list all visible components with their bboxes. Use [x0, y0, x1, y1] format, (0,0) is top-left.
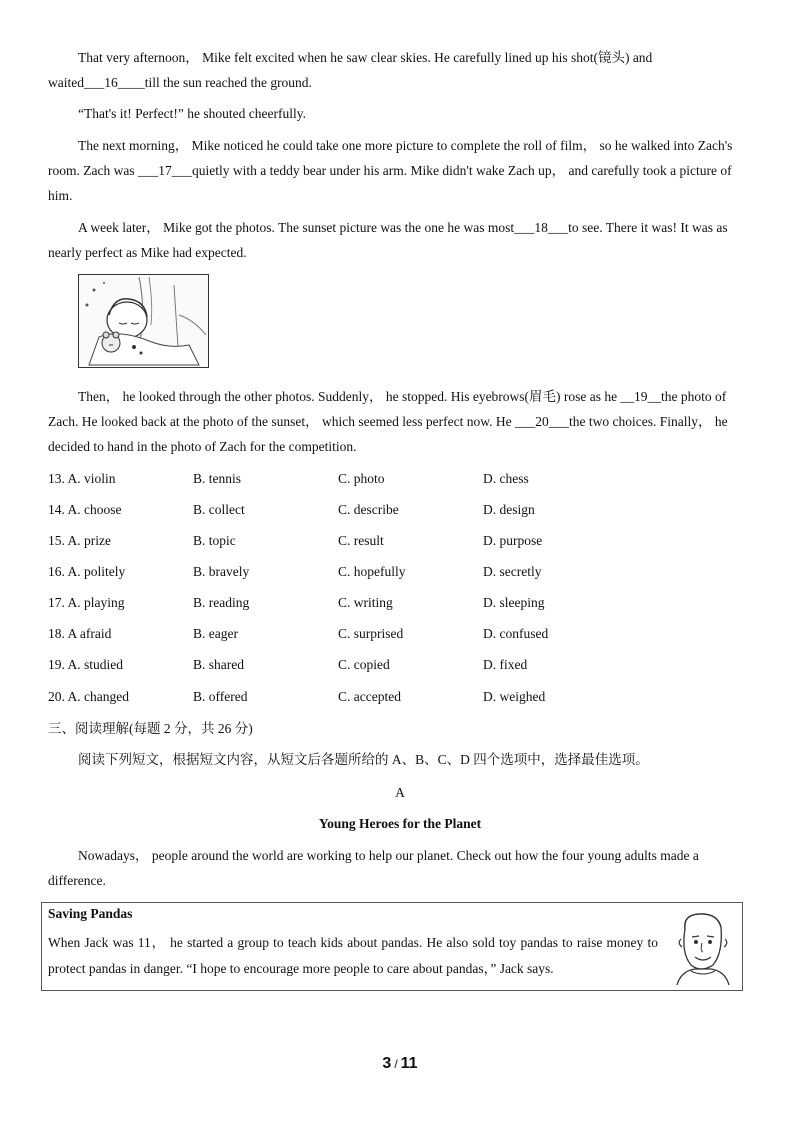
- option-c: C. result: [338, 533, 384, 548]
- sleeping-child-illustration: [78, 274, 209, 368]
- box-title: Saving Pandas: [48, 906, 133, 921]
- option-a: 15. A. prize: [48, 533, 111, 548]
- option-c: C. copied: [338, 657, 390, 672]
- question-row: [48, 653, 753, 677]
- option-a: 19. A. studied: [48, 657, 124, 672]
- passage-paragraph-3: The next morning， Mike noticed he could take one more picture to complete the roll of film， so he walked into Zach's room. Zach was ___17___quietly with a teddy bear under his arm. Mike didn't wake Zach up， and carefully took a picture of him.: [48, 138, 733, 203]
- option-a: 20. A. changed: [48, 689, 129, 704]
- option-b: B. collect: [193, 502, 245, 517]
- option-d: D. sleeping: [483, 595, 545, 610]
- option-c: C. accepted: [338, 689, 401, 704]
- option-d: D. purpose: [483, 533, 543, 548]
- option-a: 13. A. violin: [48, 471, 116, 486]
- option-a: 17. A. playing: [48, 595, 125, 610]
- option-c: C. surprised: [338, 626, 404, 641]
- page-separator: /: [394, 1057, 398, 1071]
- option-d: D. design: [483, 502, 535, 517]
- option-d: D. fixed: [483, 657, 528, 672]
- page-total: 11: [400, 1055, 418, 1072]
- page-current: 3: [382, 1055, 392, 1072]
- boy-face-icon: [667, 909, 739, 987]
- option-a: 18. A afraid: [48, 626, 112, 641]
- question-row: [48, 560, 753, 584]
- option-b: B. topic: [193, 533, 236, 548]
- question-row: [48, 622, 753, 646]
- avatar: [667, 909, 739, 987]
- saving-pandas-box: [41, 902, 743, 991]
- question-row: [48, 685, 753, 709]
- passage-intro: Nowadays， people around the world are working to help our planet. Check out how the four young adults made a difference.: [48, 848, 699, 888]
- passage-paragraph-2: “That's it! Perfect!” he shouted cheerfully.: [78, 106, 306, 121]
- option-c: C. hopefully: [338, 564, 406, 579]
- option-a: 14. A. choose: [48, 502, 122, 517]
- question-row: [48, 498, 753, 522]
- box-text: When Jack was 11， he started a group to teach kids about pandas. He also sold toy pandas to raise money to protect pandas in danger. “I hope to encourage more people to care about pandas，” Jack says.: [48, 935, 658, 976]
- option-c: C. photo: [338, 471, 385, 486]
- option-b: B. shared: [193, 657, 244, 672]
- passage-paragraph-1: That very afternoon， Mike felt excited when he saw clear skies. He carefully lined up his shot(镜头) and waited___16____till the sun reached the ground.: [48, 50, 653, 90]
- option-d: D. chess: [483, 471, 529, 486]
- option-c: C. writing: [338, 595, 393, 610]
- page-number: [0, 1055, 800, 1073]
- option-c: C. describe: [338, 502, 399, 517]
- question-row: [48, 591, 753, 615]
- option-b: B. eager: [193, 626, 238, 641]
- option-b: B. bravely: [193, 564, 250, 579]
- passage-paragraph-4: A week later， Mike got the photos. The sunset picture was the one he was most___18___to see. There it was! It was as nearly perfect as Mike had expected.: [48, 220, 728, 260]
- sleeping-child-sketch-icon: [79, 275, 208, 367]
- option-d: D. weighed: [483, 689, 546, 704]
- option-d: D. secretly: [483, 564, 542, 579]
- passage-title: Young Heroes for the Planet: [318, 816, 482, 831]
- option-b: B. offered: [193, 689, 248, 704]
- passage-paragraph-5: Then， he looked through the other photos. Suddenly， he stopped. His eyebrows(眉毛) rose as he __19__the photo of Zach. He looked back at the photo of the sunset， which seemed less perfect now. He ___20___the two choices. Finally， he decided to hand in the photo of Zach for the competition.: [48, 389, 728, 454]
- section-heading: 三、阅读理解(每题 2 分，共 26 分): [48, 721, 253, 736]
- question-row: [48, 467, 753, 491]
- option-b: B. tennis: [193, 471, 242, 486]
- option-b: B. reading: [193, 595, 250, 610]
- question-row: [48, 529, 753, 553]
- passage-letter: A: [395, 785, 405, 800]
- section-instruction: 阅读下列短文，根据短文内容，从短文后各题所给的 A、B、C、D 四个选项中，选择最佳选项。: [78, 752, 649, 767]
- option-a: 16. A. politely: [48, 564, 126, 579]
- option-d: D. confused: [483, 626, 549, 641]
